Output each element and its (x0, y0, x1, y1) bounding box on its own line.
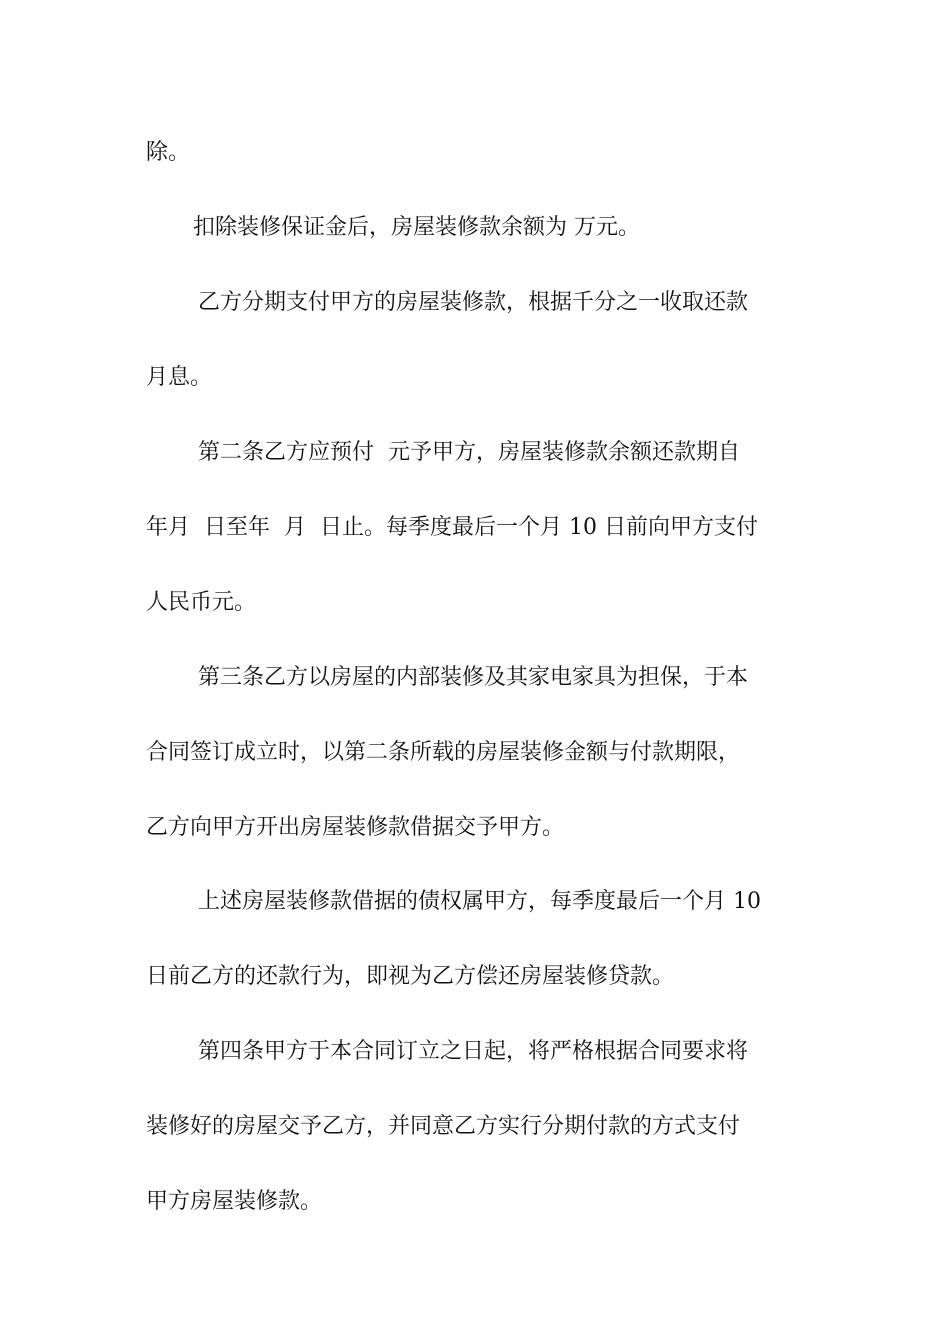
text-line: 扣除装修保证金后，房屋装修款余额为 万元。 (193, 215, 640, 240)
text-line: 上述房屋装修款借据的债权属甲方，每季度最后一个月 10 (198, 889, 761, 914)
text-line: 乙方分期支付甲方的房屋装修款，根据千分之一收取还款 (198, 290, 749, 315)
text-line: 除。 (146, 140, 191, 165)
text-line: 合同签订成立时，以第二条所载的房屋装修金额与付款期限， (146, 740, 741, 765)
text-line: 年月 日至年 月 日止。每季度最后一个月 10 日前向甲方支付 (146, 515, 758, 540)
text-line: 月息。 (146, 365, 213, 390)
text-line: 第二条乙方应预付 元予甲方，房屋装修款余额还款期自 (198, 440, 740, 465)
text-line: 日前乙方的还款行为，即视为乙方偿还房屋装修贷款。 (146, 964, 675, 989)
text-line: 第三条乙方以房屋的内部装修及其家电家具为担保，于本 (198, 665, 749, 690)
text-line: 乙方向甲方开出房屋装修款借据交予甲方。 (146, 815, 565, 840)
text-line: 第四条甲方于本合同订立之日起，将严格根据合同要求将 (198, 1039, 749, 1064)
text-line: 装修好的房屋交予乙方，并同意乙方实行分期付款的方式支付 (146, 1114, 741, 1139)
text-line: 人民币元。 (146, 590, 257, 615)
text-line: 甲方房屋装修款。 (146, 1189, 323, 1214)
